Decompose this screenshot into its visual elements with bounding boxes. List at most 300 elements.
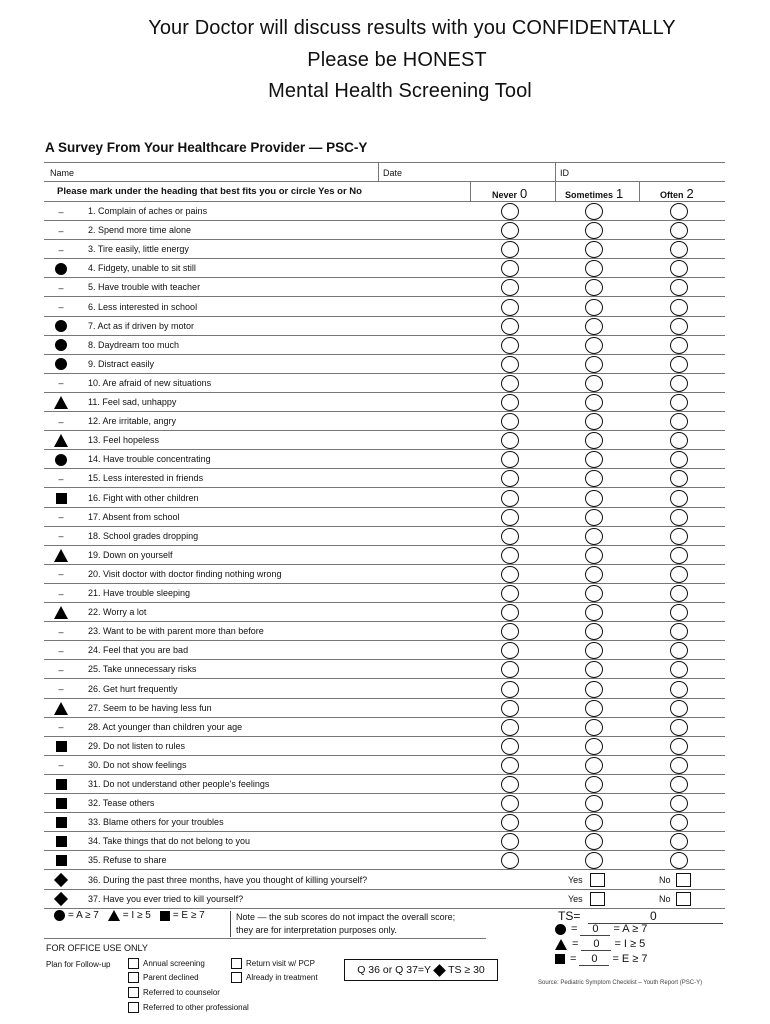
question-row xyxy=(44,221,725,240)
never-bubble[interactable] xyxy=(501,375,519,392)
sometimes-bubble[interactable] xyxy=(585,356,603,373)
question-text: 22. Worry a lot xyxy=(88,607,147,618)
referred-counselor-option[interactable] xyxy=(128,987,220,998)
externalizing-square-icon xyxy=(56,817,67,828)
sometimes-bubble[interactable] xyxy=(585,432,603,449)
sometimes-bubble[interactable] xyxy=(585,738,603,755)
sometimes-bubble[interactable] xyxy=(585,528,603,545)
question-text: 12. Are irritable, angry xyxy=(88,416,177,427)
referred-other-checkbox[interactable] xyxy=(128,1002,139,1013)
often-bubble[interactable] xyxy=(670,700,688,717)
question-text: 4. Fidgety, unable to sit still xyxy=(88,263,196,274)
attention-circle-icon xyxy=(55,263,67,275)
sometimes-bubble[interactable] xyxy=(585,299,603,316)
risk-rule-box xyxy=(344,959,498,981)
question-row xyxy=(44,374,725,393)
legend-externalizing: = E ≥ 7 xyxy=(172,910,205,921)
internalizing-triangle-icon xyxy=(54,434,68,447)
already-treatment-option[interactable] xyxy=(231,972,318,983)
never-bubble[interactable] xyxy=(501,719,519,736)
risk-rule-questions: Q 36 or Q 37=Y xyxy=(357,964,432,976)
never-bubble[interactable] xyxy=(501,279,519,296)
question-text: 19. Down on yourself xyxy=(88,549,173,560)
question-text: 7. Act as if driven by motor xyxy=(88,320,195,331)
never-bubble[interactable] xyxy=(501,661,519,678)
question-text: 8. Daydream too much xyxy=(88,339,180,350)
question-row xyxy=(44,278,725,297)
never-bubble[interactable] xyxy=(501,623,519,640)
question-row xyxy=(44,718,725,737)
sometimes-bubble[interactable] xyxy=(585,413,603,430)
never-bubble[interactable] xyxy=(501,738,519,755)
attention-circle-icon xyxy=(55,339,67,351)
externalizing-eq: = xyxy=(570,953,577,965)
dash-marker: – xyxy=(58,378,64,389)
never-bubble[interactable] xyxy=(501,814,519,831)
question-row xyxy=(44,775,725,794)
sometimes-bubble[interactable] xyxy=(585,623,603,640)
never-bubble[interactable] xyxy=(501,222,519,239)
externalizing-square-icon xyxy=(56,836,67,847)
return-visit-checkbox[interactable] xyxy=(231,958,242,969)
internalizing-triangle-icon xyxy=(54,606,68,619)
externalizing-square-icon xyxy=(56,779,67,790)
question-row xyxy=(44,450,725,469)
often-bubble[interactable] xyxy=(670,604,688,621)
total-score-label: TS= xyxy=(558,909,581,923)
referred-counselor-checkbox[interactable] xyxy=(128,987,139,998)
internalizing-triangle-icon xyxy=(108,910,120,921)
never-bubble[interactable] xyxy=(501,681,519,698)
sometimes-column-header xyxy=(565,186,623,201)
sometimes-bubble[interactable] xyxy=(585,394,603,411)
dash-marker: – xyxy=(58,206,64,217)
return-visit-label: Return visit w/ PCP xyxy=(246,959,315,968)
yes-checkbox[interactable] xyxy=(590,873,605,887)
often-bubble[interactable] xyxy=(670,585,688,602)
question-text: 37. Have you ever tried to kill yourself? xyxy=(88,893,244,904)
internalizing-triangle-icon xyxy=(52,546,70,565)
often-bubble[interactable] xyxy=(670,432,688,449)
sometimes-column-divider xyxy=(639,182,640,202)
question-text: 5. Have trouble with teacher xyxy=(88,282,201,293)
often-bubble[interactable] xyxy=(670,394,688,411)
often-column-header xyxy=(660,186,694,201)
risk-rule-total: TS ≥ 30 xyxy=(448,964,485,976)
question-text: 35. Refuse to share xyxy=(88,855,167,866)
often-bubble[interactable] xyxy=(670,757,688,774)
never-bubble[interactable] xyxy=(501,833,519,850)
question-row xyxy=(44,832,725,851)
question-row xyxy=(44,298,725,317)
parent-declined-option[interactable] xyxy=(128,972,199,983)
often-label: Often xyxy=(660,190,684,200)
sometimes-bubble[interactable] xyxy=(585,547,603,564)
externalizing-square-icon xyxy=(56,493,67,504)
question-row xyxy=(44,699,725,718)
risk-diamond-icon xyxy=(433,964,446,977)
externalizing-square-icon xyxy=(52,489,70,508)
externalizing-square-icon xyxy=(555,954,565,964)
question-row xyxy=(44,431,725,450)
dash-marker: – xyxy=(58,282,64,293)
often-bubble[interactable] xyxy=(670,356,688,373)
internalizing-triangle-icon xyxy=(52,393,70,412)
never-bubble[interactable] xyxy=(501,604,519,621)
sometimes-bubble[interactable] xyxy=(585,279,603,296)
often-bubble[interactable] xyxy=(670,490,688,507)
often-bubble[interactable] xyxy=(670,738,688,755)
return-visit-option[interactable] xyxy=(231,958,315,969)
never-bubble[interactable] xyxy=(501,509,519,526)
question-text: 24. Feel that you are bad xyxy=(88,645,189,656)
question-row xyxy=(44,489,725,508)
never-bubble[interactable] xyxy=(501,413,519,430)
annual-screening-option[interactable] xyxy=(128,958,205,969)
subscore-note xyxy=(230,911,455,937)
often-bubble[interactable] xyxy=(670,795,688,812)
often-bubble[interactable] xyxy=(670,509,688,526)
internalizing-rule: = I ≥ 5 xyxy=(614,938,646,950)
never-bubble[interactable] xyxy=(501,776,519,793)
question-row xyxy=(44,240,725,259)
often-bubble[interactable] xyxy=(670,241,688,258)
never-bubble[interactable] xyxy=(501,260,519,277)
sometimes-bubble[interactable] xyxy=(585,241,603,258)
often-bubble[interactable] xyxy=(670,776,688,793)
often-bubble[interactable] xyxy=(670,451,688,468)
question-row xyxy=(44,469,725,488)
question-row xyxy=(44,508,725,527)
often-bubble[interactable] xyxy=(670,260,688,277)
often-bubble[interactable] xyxy=(670,470,688,487)
no-checkbox[interactable] xyxy=(676,873,691,887)
question-text: 28. Act younger than children your age xyxy=(88,721,243,732)
internalizing-triangle-icon xyxy=(555,939,567,950)
question-text: 23. Want to be with parent more than before xyxy=(88,626,264,637)
internalizing-triangle-icon xyxy=(52,699,70,718)
question-row xyxy=(44,259,725,278)
never-label: Never xyxy=(492,190,518,200)
sometimes-bubble[interactable] xyxy=(585,375,603,392)
note-line-2: they are for interpretation purposes only. xyxy=(236,925,397,935)
honesty-notice: Please be HONEST xyxy=(307,49,487,71)
yes-label: Yes xyxy=(568,874,583,885)
sometimes-bubble[interactable] xyxy=(585,757,603,774)
sometimes-label: Sometimes xyxy=(565,190,614,200)
often-bubble[interactable] xyxy=(670,299,688,316)
question-text: 20. Visit doctor with doctor finding nothing wrong xyxy=(88,568,282,579)
externalizing-square-icon xyxy=(56,855,67,866)
question-text: 30. Do not show feelings xyxy=(88,759,187,770)
question-row xyxy=(44,546,725,565)
externalizing-score-value[interactable]: 0 xyxy=(579,953,609,966)
attention-score-value[interactable]: 0 xyxy=(580,923,610,936)
yesno-question-row xyxy=(44,890,725,909)
question-row xyxy=(44,202,725,221)
sometimes-bubble[interactable] xyxy=(585,509,603,526)
often-bubble[interactable] xyxy=(670,566,688,583)
never-score: 0 xyxy=(520,186,528,201)
internalizing-triangle-icon xyxy=(54,549,68,562)
legend-attention: = A ≥ 7 xyxy=(68,910,99,921)
often-score: 2 xyxy=(686,186,694,201)
internalizing-triangle-icon xyxy=(54,396,68,409)
question-text: 25. Take unnecessary risks xyxy=(88,664,197,675)
attention-rule: = A ≥ 7 xyxy=(613,923,648,935)
office-use-title: FOR OFFICE USE ONLY xyxy=(46,943,148,953)
never-bubble[interactable] xyxy=(501,528,519,545)
internalizing-subscore xyxy=(555,937,645,951)
never-bubble[interactable] xyxy=(501,490,519,507)
question-text: 11. Feel sad, unhappy xyxy=(88,397,177,407)
sometimes-bubble[interactable] xyxy=(585,719,603,736)
often-bubble[interactable] xyxy=(670,413,688,430)
dash-marker: – xyxy=(58,512,64,523)
attention-eq: = xyxy=(571,923,578,935)
legend-internalizing: = I ≥ 5 xyxy=(122,910,151,921)
never-bubble[interactable] xyxy=(501,203,519,220)
sometimes-bubble[interactable] xyxy=(585,776,603,793)
question-column-divider xyxy=(470,182,471,202)
sometimes-bubble[interactable] xyxy=(585,585,603,602)
never-bubble[interactable] xyxy=(501,299,519,316)
question-row xyxy=(44,393,725,412)
question-row xyxy=(44,603,725,622)
externalizing-square-icon xyxy=(52,794,70,813)
often-bubble[interactable] xyxy=(670,814,688,831)
risk-diamond-icon xyxy=(54,873,68,887)
often-bubble[interactable] xyxy=(670,642,688,659)
internalizing-score-value[interactable]: 0 xyxy=(581,938,611,951)
often-bubble[interactable] xyxy=(670,375,688,392)
never-bubble[interactable] xyxy=(501,547,519,564)
question-row xyxy=(44,737,725,756)
survey-title: A Survey From Your Healthcare Provider — PSC-Y xyxy=(45,140,368,155)
often-bubble[interactable] xyxy=(670,547,688,564)
attention-circle-icon xyxy=(55,320,67,332)
question-row xyxy=(44,794,725,813)
never-bubble[interactable] xyxy=(501,451,519,468)
document-title: Mental Health Screening Tool xyxy=(268,80,532,102)
internalizing-triangle-icon xyxy=(52,603,70,622)
attention-subscore xyxy=(555,922,647,936)
parent-declined-label: Parent declined xyxy=(143,973,199,982)
sometimes-bubble[interactable] xyxy=(585,451,603,468)
never-bubble[interactable] xyxy=(501,566,519,583)
confidential-notice: Your Doctor will discuss results with you CONFIDENTALLY xyxy=(148,17,676,39)
office-divider xyxy=(44,938,486,939)
sometimes-bubble[interactable] xyxy=(585,681,603,698)
sometimes-bubble[interactable] xyxy=(585,490,603,507)
question-text: 32. Tease others xyxy=(88,798,155,809)
never-bubble[interactable] xyxy=(501,318,519,335)
dash-marker: – xyxy=(58,244,64,255)
risk-diamond-icon xyxy=(54,892,68,906)
often-bubble[interactable] xyxy=(670,203,688,220)
yesno-question-row xyxy=(44,871,725,890)
id-field[interactable] xyxy=(575,163,720,181)
sometimes-bubble[interactable] xyxy=(585,833,603,850)
already-treatment-label: Already in treatment xyxy=(246,973,318,982)
externalizing-square-icon xyxy=(52,851,70,870)
date-field-label: Date xyxy=(383,168,403,178)
already-treatment-checkbox[interactable] xyxy=(231,972,242,983)
dash-marker: – xyxy=(58,302,64,312)
question-text: 13. Feel hopeless xyxy=(88,435,160,446)
sometimes-bubble[interactable] xyxy=(585,222,603,239)
sometimes-bubble[interactable] xyxy=(585,642,603,659)
parent-declined-checkbox[interactable] xyxy=(128,972,139,983)
often-bubble[interactable] xyxy=(670,222,688,239)
never-bubble[interactable] xyxy=(501,852,519,869)
name-field[interactable] xyxy=(80,163,370,181)
never-bubble[interactable] xyxy=(501,642,519,659)
question-text: 17. Absent from school xyxy=(88,511,180,522)
externalizing-square-icon xyxy=(52,775,70,794)
question-text: 1. Complain of aches or pains xyxy=(88,206,208,216)
never-bubble[interactable] xyxy=(501,356,519,373)
externalizing-square-icon xyxy=(56,741,67,752)
id-field-label: ID xyxy=(560,168,569,178)
no-checkbox[interactable] xyxy=(676,892,691,906)
question-text: 3. Tire easily, little energy xyxy=(88,244,189,255)
source-citation: Source: Pediatric Symptom Checklist – Youth Report (PSC-Y) xyxy=(538,980,703,986)
sometimes-bubble[interactable] xyxy=(585,566,603,583)
externalizing-rule: = E ≥ 7 xyxy=(612,953,648,965)
never-bubble[interactable] xyxy=(501,795,519,812)
sometimes-bubble[interactable] xyxy=(585,814,603,831)
referred-counselor-label: Referred to counselor xyxy=(143,988,220,997)
sometimes-bubble[interactable] xyxy=(585,795,603,812)
question-text: 18. School grades dropping xyxy=(88,530,199,541)
externalizing-square-icon xyxy=(160,911,170,921)
sometimes-bubble[interactable] xyxy=(585,470,603,487)
internalizing-triangle-icon xyxy=(52,431,70,450)
sometimes-bubble[interactable] xyxy=(585,318,603,335)
date-id-divider xyxy=(555,162,556,182)
question-text: 31. Do not understand other people's feelings xyxy=(88,779,270,789)
total-score-value[interactable]: 0 xyxy=(650,909,657,923)
sometimes-bubble[interactable] xyxy=(585,260,603,277)
question-text: 2. Spend more time alone xyxy=(88,225,192,236)
question-text: 16. Fight with other children xyxy=(88,492,199,503)
no-label: No xyxy=(659,874,671,885)
never-bubble[interactable] xyxy=(501,241,519,258)
often-bubble[interactable] xyxy=(670,852,688,869)
attention-circle-icon xyxy=(52,336,70,355)
never-bubble[interactable] xyxy=(501,700,519,717)
often-bubble[interactable] xyxy=(670,337,688,354)
often-bubble[interactable] xyxy=(670,279,688,296)
question-row xyxy=(44,336,725,355)
question-text: 26. Get hurt frequently xyxy=(88,683,178,694)
often-bubble[interactable] xyxy=(670,318,688,335)
often-bubble[interactable] xyxy=(670,623,688,640)
attention-circle-icon xyxy=(55,358,67,370)
never-bubble[interactable] xyxy=(501,757,519,774)
question-row xyxy=(44,355,725,374)
question-row xyxy=(44,660,725,679)
externalizing-square-icon xyxy=(52,737,70,756)
question-text: 9. Distract easily xyxy=(88,358,155,369)
annual-screening-label: Annual screening xyxy=(143,959,205,968)
dash-marker: – xyxy=(58,626,64,637)
never-bubble[interactable] xyxy=(501,585,519,602)
note-line-1: Note — the sub scores do not impact the overall score; xyxy=(236,912,456,922)
internalizing-triangle-icon xyxy=(54,702,68,715)
question-row xyxy=(44,412,725,431)
sometimes-bubble[interactable] xyxy=(585,203,603,220)
subscale-legend xyxy=(54,910,211,921)
question-text: 29. Do not listen to rules xyxy=(88,740,186,751)
sometimes-bubble[interactable] xyxy=(585,852,603,869)
often-bubble[interactable] xyxy=(670,719,688,736)
question-row xyxy=(44,851,725,870)
never-column-divider xyxy=(555,182,556,202)
internalizing-eq: = xyxy=(572,938,579,950)
never-bubble[interactable] xyxy=(501,470,519,487)
question-row xyxy=(44,641,725,660)
question-text: 15. Less interested in friends xyxy=(88,473,204,484)
externalizing-square-icon xyxy=(52,832,70,851)
annual-screening-checkbox[interactable] xyxy=(128,958,139,969)
sometimes-bubble[interactable] xyxy=(585,661,603,678)
question-row xyxy=(44,622,725,641)
dash-marker: – xyxy=(58,760,64,771)
risk-diamond-icon xyxy=(52,890,70,909)
often-bubble[interactable] xyxy=(670,833,688,850)
dash-marker: – xyxy=(58,225,64,236)
dash-marker: – xyxy=(58,664,64,675)
attention-circle-icon xyxy=(52,259,70,278)
question-text: 34. Take things that do not belong to you xyxy=(88,836,250,847)
question-text: 33. Blame others for your troubles xyxy=(88,817,224,828)
question-text: 6. Less interested in school xyxy=(88,301,198,312)
dash-marker: – xyxy=(58,588,64,599)
question-row xyxy=(44,565,725,584)
risk-diamond-icon xyxy=(52,871,70,890)
name-field-label: Name xyxy=(50,168,75,178)
plan-followup-label: Plan for Follow-up xyxy=(46,960,111,969)
sometimes-bubble[interactable] xyxy=(585,700,603,717)
referred-other-option[interactable] xyxy=(128,1002,249,1013)
date-field[interactable] xyxy=(410,163,550,181)
question-text: 36. During the past three months, have you thought of killing yourself? xyxy=(88,874,368,885)
attention-circle-icon xyxy=(52,317,70,336)
often-bubble[interactable] xyxy=(670,661,688,678)
never-bubble[interactable] xyxy=(501,337,519,354)
sometimes-score: 1 xyxy=(616,186,624,201)
question-row xyxy=(44,317,725,336)
dash-marker: – xyxy=(58,569,64,580)
often-bubble[interactable] xyxy=(670,528,688,545)
never-bubble[interactable] xyxy=(501,394,519,411)
often-bubble[interactable] xyxy=(670,681,688,698)
question-row xyxy=(44,584,725,603)
dash-marker: – xyxy=(58,722,64,733)
yes-checkbox[interactable] xyxy=(590,892,605,906)
question-text: 27. Seem to be having less fun xyxy=(88,702,212,713)
question-row xyxy=(44,756,725,775)
sometimes-bubble[interactable] xyxy=(585,604,603,621)
sometimes-bubble[interactable] xyxy=(585,337,603,354)
never-bubble[interactable] xyxy=(501,432,519,449)
externalizing-square-icon xyxy=(56,798,67,809)
attention-circle-icon xyxy=(52,355,70,374)
never-column-header xyxy=(492,186,527,201)
question-row xyxy=(44,680,725,699)
